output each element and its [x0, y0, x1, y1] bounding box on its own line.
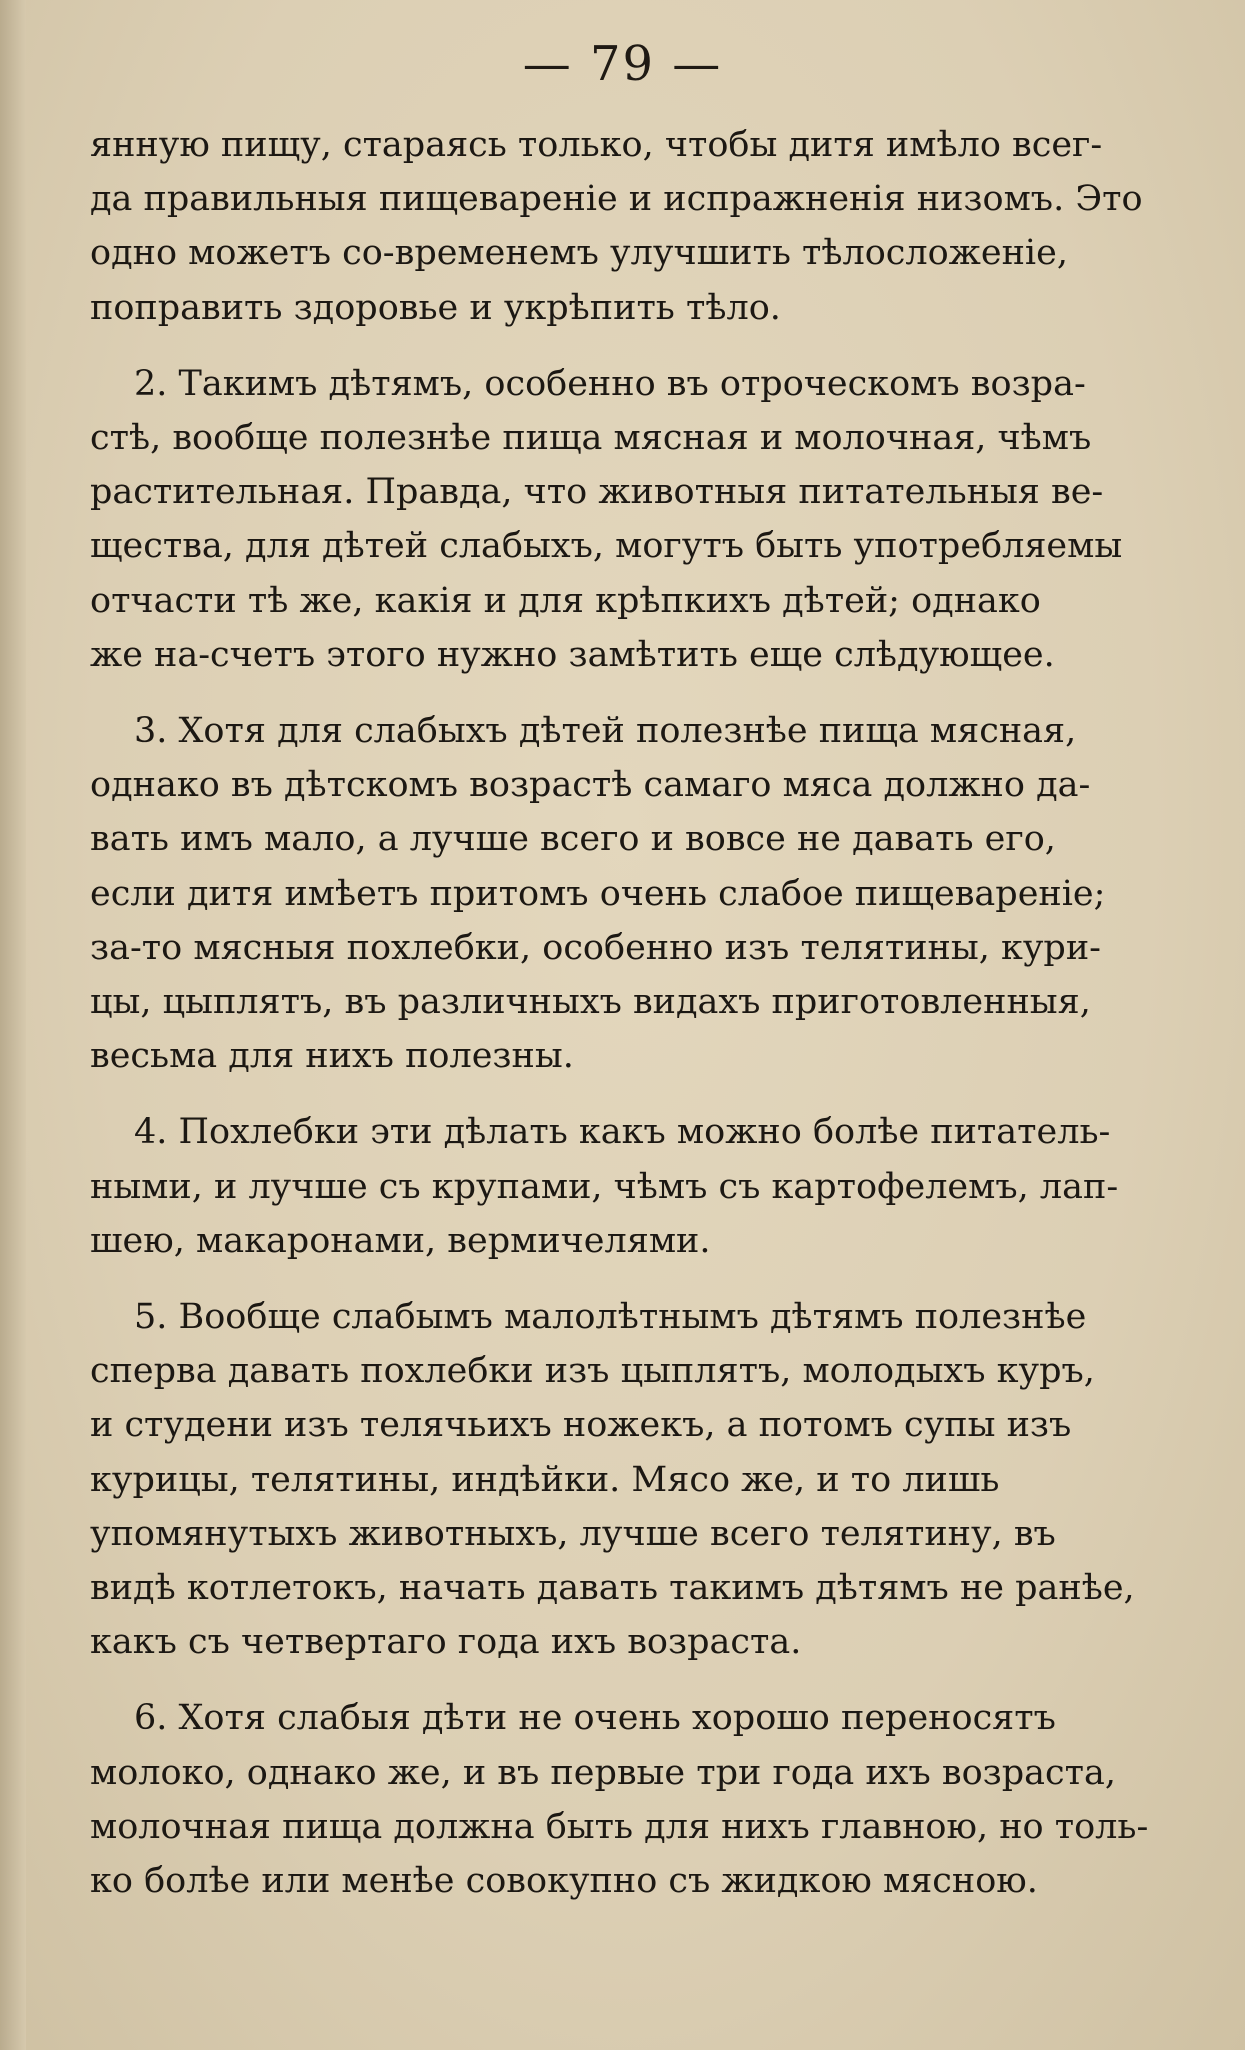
text-line: да правильныя пищевареніе и испражненія низомъ. Это: [90, 179, 1143, 220]
page-binding-edge: [0, 0, 26, 2050]
page-number: — 79 —: [522, 36, 723, 92]
paragraph-continued: [90, 118, 1143, 335]
text-line: одно можетъ со-временемъ улучшить тѣлосложеніе,: [90, 233, 1068, 274]
text-line: молочная пища должна быть для нихъ главною, но толь-: [90, 1806, 1149, 1847]
text-line: отчасти тѣ же, какія и для крѣпкихъ дѣтей; однако: [90, 580, 1041, 621]
text-line: молоко, однако же, и въ первые три года ихъ возраста,: [90, 1752, 1116, 1793]
paragraph-2: [90, 357, 1123, 682]
paragraph-6: [90, 1691, 1149, 1908]
text-line: 3. Хотя для слабыхъ дѣтей полезнѣе пища мясная,: [134, 711, 1077, 752]
text-line: за-то мясныя похлебки, особенно изъ телятины, кури-: [90, 927, 1101, 968]
text-line: стѣ, вообще полезнѣе пища мясная и молочная, чѣмъ: [90, 418, 1092, 459]
text-line: и студени изъ телячьихъ ножекъ, а потомъ супы изъ: [90, 1405, 1072, 1446]
text-line: весьма для нихъ полезны.: [90, 1036, 574, 1077]
text-line: щества, для дѣтей слабыхъ, могутъ быть употребляемы: [90, 526, 1123, 567]
paragraph-4: [90, 1105, 1119, 1268]
paragraph-3: [90, 704, 1106, 1083]
text-line: ными, и лучше съ крупами, чѣмъ съ картофелемъ, лап-: [90, 1166, 1119, 1207]
text-line: 6. Хотя слабыя дѣти не очень хорошо переносятъ: [134, 1698, 1056, 1739]
text-line: видѣ котлетокъ, начать давать такимъ дѣтямъ не ранѣе,: [90, 1568, 1135, 1609]
paragraph-5: [90, 1290, 1135, 1669]
text-line: же на-счетъ этого нужно замѣтить еще слѣдующее.: [90, 634, 1055, 675]
text-line: 4. Похлебки эти дѣлать какъ можно болѣе питатель-: [134, 1112, 1111, 1153]
text-line: растительная. Правда, что животныя питательныя ве-: [90, 472, 1104, 513]
text-line: сперва давать похлебки изъ цыплятъ, молодыхъ куръ,: [90, 1351, 1095, 1392]
text-line: 2. Такимъ дѣтямъ, особенно въ отроческомъ возра-: [134, 363, 1086, 404]
text-line: шею, макаронами, вермичелями.: [90, 1220, 711, 1261]
body-text: [90, 118, 1149, 1930]
text-line: если дитя имѣетъ притомъ очень слабое пищевареніе;: [90, 873, 1106, 914]
text-line: янную пищу, стараясь только, чтобы дитя имѣло всег-: [90, 125, 1103, 165]
text-line: поправить здоровье и укрѣпить тѣло.: [90, 287, 781, 328]
text-line: вать имъ мало, а лучше всего и вовсе не давать его,: [90, 819, 1056, 860]
text-line: цы, цыплятъ, въ различныхъ видахъ приготовленныя,: [90, 982, 1091, 1023]
text-line: 5. Вообще слабымъ малолѣтнымъ дѣтямъ полезнѣе: [134, 1297, 1087, 1338]
text-line: какъ съ четвертаго года ихъ возраста.: [90, 1622, 802, 1663]
text-line: курицы, телятины, индѣйки. Мясо же, и то лишь: [90, 1459, 1000, 1500]
text-line: ко болѣе или менѣе совокупно съ жидкою мясною.: [90, 1861, 1038, 1902]
text-line: упомянутыхъ животныхъ, лучше всего телятину, въ: [90, 1513, 1056, 1554]
text-line: однако въ дѣтскомъ возрастѣ самаго мяса должно да-: [90, 765, 1091, 806]
